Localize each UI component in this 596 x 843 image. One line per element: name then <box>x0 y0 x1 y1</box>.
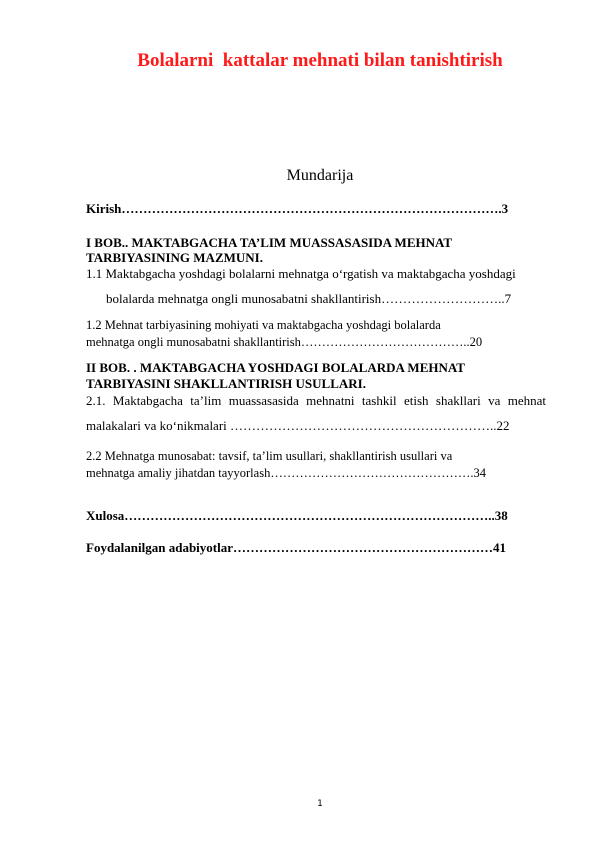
page-number: 1 <box>317 799 323 809</box>
document-title: Bolalarni kattalar mehnati bilan tanishtirish <box>137 50 503 71</box>
toc-chapter-1-line-2: TARBIYASINING MAZMUNI. <box>86 250 263 265</box>
toc-entry-2-2-line-1: 2.2 Mehnatga munosabat: tavsif, ta’lim usullari, shakllantirish usullari va <box>86 449 453 463</box>
toc-entry-xulosa: Xulosa…………………………………………………………………………..38 <box>86 508 508 523</box>
toc-chapter-2-line-1: II BOB. . MAKTABGACHA YOSHDAGI BOLALARDA MEHNAT <box>86 360 465 375</box>
toc-heading: Mundarija <box>286 167 354 184</box>
toc-entry-adabiyotlar: Foydalanilgan adabiyotlar……………………………………………………41 <box>86 540 506 555</box>
toc-entry-1-1-line-1: 1.1 Maktabgacha yoshdagi bolalarni mehnatga o‘rgatish va maktabgacha yoshdagi <box>86 266 516 281</box>
toc-entry-1-2-line-2: mehnatga ongli munosabatni shakllantirish…………………………………..20 <box>86 335 483 349</box>
toc-entry-1-2-line-1: 1.2 Mehnat tarbiyasining mohiyati va maktabgacha yoshdagi bolalarda <box>86 318 441 332</box>
toc-chapter-1-line-1: I BOB.. MAKTABGACHA TA’LIM MUASSASASIDA MEHNAT <box>86 235 453 250</box>
toc-entry-2-1-line-2: malakalari va ko‘nikmalari ……………………………………………………..22 <box>86 418 510 433</box>
toc-entry-2-2-line-2: mehnatga amaliy jihatdan tayyorlash………………………………………….34 <box>86 466 486 480</box>
toc-entry-kirish: Kirish…………………………………………………………………………….3 <box>86 201 509 216</box>
toc-entry-2-1-line-1: 2.1. Maktabgacha ta’lim muassasasida mehnatni tashkil etish shakllari va mehnat <box>86 393 546 408</box>
toc-entry-1-1-line-2: bolalarda mehnatga ongli munosabatni shakllantirish………………………..7 <box>106 291 512 306</box>
toc-chapter-2-line-2: TARBIYASINI SHAKLLANTIRISH USULLARI. <box>86 376 366 391</box>
